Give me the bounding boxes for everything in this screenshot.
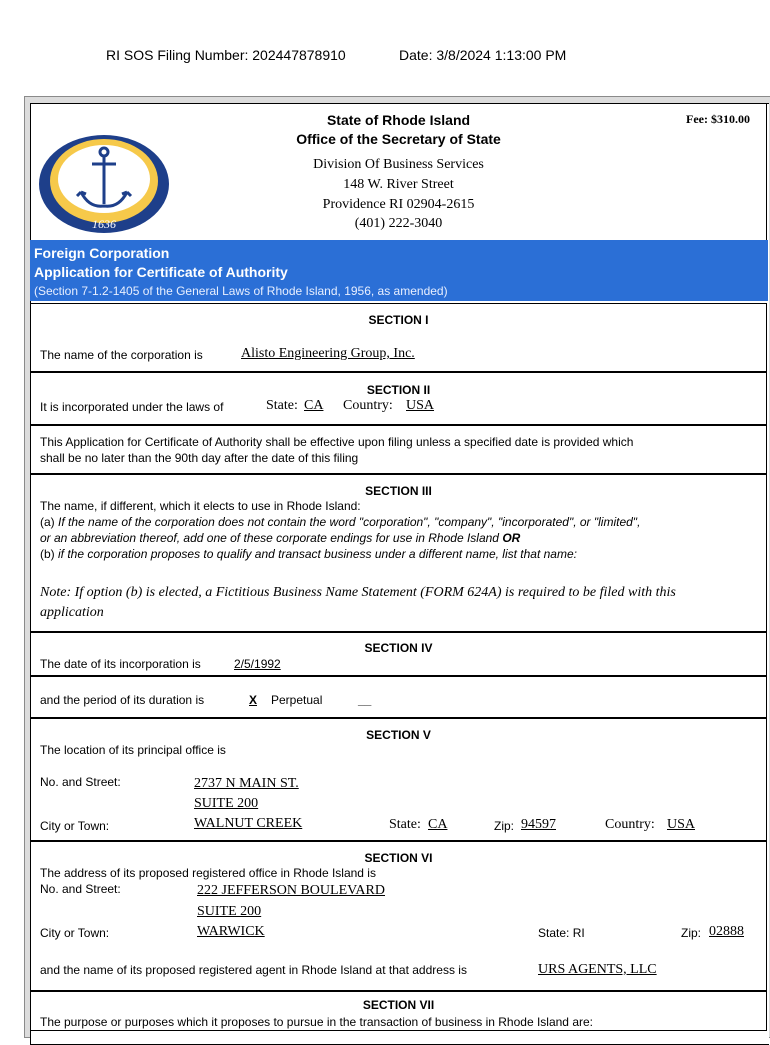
option-a-line-1: If the name of the corporation does not contain the word "corporation", "company", "incorporated", or "limited", — [58, 515, 641, 529]
principal-office-label: The location of its principal office is — [40, 743, 226, 757]
form-title-2: Application for Certificate of Authority — [34, 264, 288, 280]
form-title-1: Foreign Corporation — [34, 245, 170, 261]
state-title: State of Rhode Island — [326, 112, 471, 128]
section-5-heading: SECTION V — [366, 728, 431, 742]
section-1 — [30, 303, 767, 372]
filing-fee: Fee: $310.00 — [686, 112, 750, 126]
ri-city-value: WARWICK — [197, 924, 265, 939]
option-b-text: if the corporation proposes to qualify and transact business under a different name, list that name: — [58, 547, 577, 561]
form-statute: (Section 7-1.2-1405 of the General Laws of Rhode Island, 1956, as amended) — [34, 284, 448, 298]
purpose-label: The purpose or purposes which it proposes to pursue in the transaction of business in Rhode Island are: — [40, 1015, 593, 1029]
po-street-label: No. and Street: — [40, 775, 121, 789]
effective-line-1: This Application for Certificate of Authority shall be effective upon filing unless a specified date is provided which — [40, 435, 634, 449]
inc-date-value: 2/5/1992 — [234, 657, 281, 671]
section-7 — [30, 991, 767, 1031]
option-b-prefix: (b) — [40, 547, 55, 561]
division-name: Division Of Business Services — [313, 157, 484, 172]
inc-state-label: State: — [266, 398, 298, 413]
ri-office-label: The address of its proposed registered office in Rhode Island is — [40, 866, 376, 880]
option-a-line-2: or an abbreviation thereof, add one of these corporate endings for use in Rhode Island — [40, 531, 499, 545]
section-7-heading: SECTION VII — [362, 998, 435, 1012]
section-2-heading: SECTION II — [366, 383, 431, 397]
option-a-or: OR — [502, 531, 521, 545]
po-city-value: WALNUT CREEK — [194, 816, 303, 831]
po-zip-value: 94597 — [521, 817, 556, 832]
ri-city-label: City or Town: — [40, 926, 110, 940]
inc-country-label: Country: — [343, 398, 393, 413]
ri-street-label: No. and Street: — [40, 882, 121, 896]
duration-blank: __ — [358, 693, 372, 707]
po-country-label: Country: — [605, 817, 655, 832]
alt-name-intro: The name, if different, which it elects to use in Rhode Island: — [40, 499, 361, 513]
po-country-value: USA — [667, 817, 696, 832]
duration-check: X — [249, 693, 258, 707]
fictitious-note-2: application — [40, 605, 104, 620]
agent-label: and the name of its proposed registered agent in Rhode Island at that address is — [40, 963, 467, 977]
section-2 — [30, 372, 767, 425]
ri-state: State: RI — [538, 926, 585, 940]
office-header — [30, 103, 767, 241]
option-a-prefix: (a) — [40, 515, 55, 529]
effective-line-2: shall be no later than the 90th day after the date of this filing — [40, 451, 359, 465]
inc-country-value: USA — [406, 398, 435, 413]
section-3 — [30, 474, 767, 632]
ri-zip-label: Zip: — [681, 926, 702, 940]
duration-box — [30, 676, 767, 718]
duration-label: and the period of its duration is — [40, 693, 205, 707]
section-4 — [30, 632, 767, 676]
corp-name-label: The name of the corporation is — [40, 348, 203, 362]
fictitious-note-1: Note: If option (b) is elected, a Fictitious Business Name Statement (FORM 624A) is required to be filed with this — [40, 585, 676, 600]
filing-date: Date: 3/8/2024 1:13:00 PM — [399, 47, 567, 63]
office-title: Office of the Secretary of State — [296, 131, 501, 147]
office-city: Providence RI 02904-2615 — [322, 197, 475, 212]
po-state-label: State: — [389, 817, 421, 832]
filing-number: RI SOS Filing Number: 202447878910 — [106, 47, 346, 63]
office-phone: (401) 222-3040 — [354, 216, 443, 231]
ri-street-2: SUITE 200 — [197, 904, 262, 919]
po-street-2: SUITE 200 — [194, 796, 259, 811]
ri-street-1: 222 JEFFERSON BOULEVARD — [197, 883, 385, 898]
form-title-banner — [30, 240, 768, 301]
seal-year: 1636 — [92, 217, 116, 231]
section-6 — [30, 841, 767, 991]
section-1-heading: SECTION I — [368, 313, 429, 327]
duration-value: Perpetual — [271, 693, 323, 707]
section-6-heading: SECTION VI — [364, 851, 433, 865]
agent-name: URS AGENTS, LLC — [538, 962, 657, 977]
ri-zip-value: 02888 — [709, 924, 744, 939]
inc-date-label: The date of its incorporation is — [40, 657, 201, 671]
section-5 — [30, 718, 767, 841]
po-zip-label: Zip: — [494, 819, 515, 833]
po-street-1: 2737 N MAIN ST. — [194, 776, 299, 791]
section-4-heading: SECTION IV — [364, 641, 433, 655]
inc-state-value: CA — [304, 398, 324, 413]
office-street: 148 W. River Street — [343, 177, 454, 192]
incorporated-label: It is incorporated under the laws of — [40, 400, 224, 414]
corp-name-value: Alisto Engineering Group, Inc. — [241, 346, 415, 361]
section-3-heading: SECTION III — [365, 484, 432, 498]
effective-date-box — [30, 425, 767, 474]
po-state-value: CA — [428, 817, 448, 832]
po-city-label: City or Town: — [40, 819, 110, 833]
